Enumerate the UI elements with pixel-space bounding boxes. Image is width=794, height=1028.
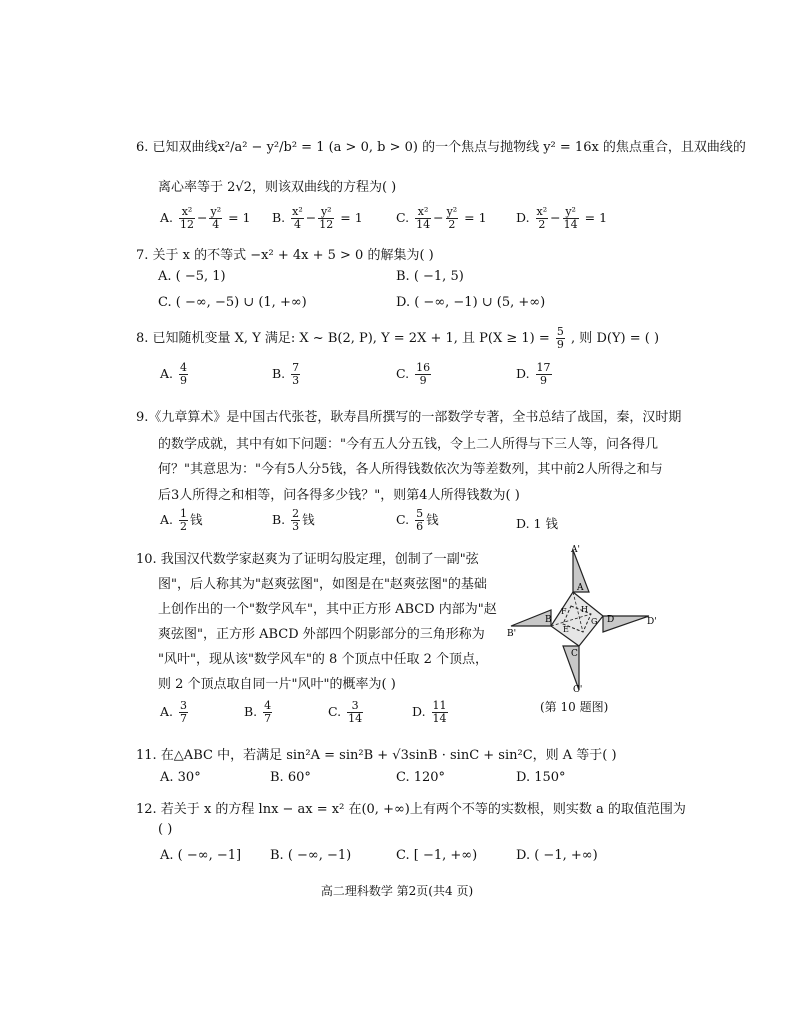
q9-line3: 何？"其意思为："今有5人分5钱，各人所得钱数依次为等差数列，其中前2人所得之和与 <box>158 462 663 477</box>
q9-options <box>160 508 660 540</box>
q11-option-c: C. 120° <box>396 770 446 785</box>
q12-line2: ( ) <box>158 822 173 837</box>
q10-line6: 则 2 个顶点取自同一片"风叶"的概率为( ) <box>158 677 396 692</box>
q10-options <box>160 700 480 732</box>
q7-option-a: A. ( −5, 1) <box>158 269 226 284</box>
q11-option-a: A. 30° <box>160 770 201 785</box>
q12-option-d: D. ( −1, +∞) <box>516 848 598 863</box>
q9-option-d: D. 1 钱 <box>516 516 558 531</box>
label-d: D <box>607 615 615 625</box>
q8-option-d: D. $\frac{17}{9}$ <box>516 361 551 387</box>
q9-option-c: C. $\frac{5}{6}$ 钱 <box>396 507 439 533</box>
q6-option-d: D. $\frac{\text{x²}}{2}$ − $\frac{\text{y²}}{14}$ = 1 <box>516 205 608 231</box>
q12-option-b: B. ( −∞, −1) <box>270 848 352 863</box>
q10-line3: 上创作出的一个"数学风车"，其中正方形 ABCD 内部为"赵 <box>158 602 497 617</box>
q8-option-a: A. $\frac{4}{9}$ <box>160 361 187 387</box>
label-c: C <box>571 649 578 659</box>
label-a1: A' <box>571 545 580 555</box>
label-f: F <box>561 607 567 616</box>
figure-caption: (第 10 题图) <box>540 700 609 714</box>
q8-line1: 8. 已知随机变量 X, Y 满足: X ~ B(2, P), Y = 2X + 1, 且 P(X ≥ 1) = $\frac{5}{9}$ , 则 D(Y) = ( ) <box>136 325 660 351</box>
q12-line1: 12. 若关于 x 的方程 lnx − ax = x² 在(0, +∞)上有两个不等的实数根，则实数 a 的取值范围为 <box>136 802 686 817</box>
q8-options <box>160 362 660 394</box>
label-d1: D' <box>647 617 657 627</box>
label-g: G <box>591 617 598 626</box>
q9-option-a: A. $\frac{1}{2}$ 钱 <box>160 507 203 533</box>
q10-line1: 10. 我国汉代数学家赵爽为了证明勾股定理，创制了一副"弦 <box>136 552 479 567</box>
q10-option-a: A. $\frac{3}{7}$ <box>160 699 187 725</box>
q7-option-b: B. ( −1, 5) <box>396 269 464 284</box>
q7-line1: 7. 关于 x 的不等式 −x² + 4x + 5 > 0 的解集为( ) <box>136 248 434 263</box>
q10-option-c: C. $\frac{3}{14}$ <box>328 699 363 725</box>
label-a: A <box>577 583 584 593</box>
label-e: E <box>563 625 569 634</box>
q10-option-d: D. $\frac{11}{14}$ <box>412 699 447 725</box>
q6-option-c: C. $\frac{\text{x²}}{14}$ − $\frac{\text{y²}}{2}$ = 1 <box>396 205 487 231</box>
q6-options <box>160 206 660 238</box>
q7-option-d: D. ( −∞, −1) ∪ (5, +∞) <box>396 295 546 310</box>
label-h: H <box>581 605 588 614</box>
q11-line1: 11. 在△ABC 中，若满足 sin²A = sin²B + √3sinB · sinC + sin²C，则 A 等于( ) <box>136 748 617 763</box>
q10-line5: "风叶"，现从该"数学风车"的 8 个顶点中任取 2 个顶点， <box>158 652 488 667</box>
q6-line1: 6. 已知双曲线x²/a² − y²/b² = 1 (a > 0, b > 0) 的一个焦点与抛物线 y² = 16x 的焦点重合，且双曲线的 <box>136 140 746 155</box>
q6-option-b: B. $\frac{\text{x²}}{4}$ − $\frac{\text{y²}}{12}$ = 1 <box>272 205 363 231</box>
q9-option-b: B. $\frac{2}{3}$ 钱 <box>272 507 315 533</box>
q9-line4: 后3人所得之和相等，问各得多少钱？"，则第4人所得钱数为( ) <box>158 488 520 503</box>
q6-line2: 离心率等于 2√2，则该双曲线的方程为( ) <box>158 180 397 195</box>
label-c1: C' <box>573 685 583 695</box>
q8-option-b: B. $\frac{7}{3}$ <box>272 361 300 387</box>
page-footer: 高二理科数学 第2页(共4 页) <box>320 884 474 898</box>
label-b1: B' <box>507 629 517 639</box>
q10-option-b: B. $\frac{4}{7}$ <box>244 699 272 725</box>
q11-option-d: D. 150° <box>516 770 566 785</box>
q12-option-c: C. [ −1, +∞) <box>396 848 478 863</box>
q9-line1: 9.《九章算术》是中国古代张苍，耿寿昌所撰写的一部数学专著，全书总结了战国，秦，汉时期 <box>136 410 682 425</box>
q7-option-c: C. ( −∞, −5) ∪ (1, +∞) <box>158 295 307 310</box>
q8-option-c: C. $\frac{16}{9}$ <box>396 361 431 387</box>
q6-option-a: A. $\frac{\text{x²}}{12}$ − $\frac{\text{y²}}{4}$ = 1 <box>160 205 251 231</box>
q9-line2: 的数学成就，其中有如下问题："今有五人分五钱，令上二人所得与下三人等，问各得几 <box>158 437 658 452</box>
pinwheel-figure <box>505 540 665 700</box>
q10-line4: 爽弦图"，正方形 ABCD 外部四个阴影部分的三角形称为 <box>158 627 485 642</box>
q11-option-b: B. 60° <box>270 770 311 785</box>
q10-line2: 图"，后人称其为"赵爽弦图"，如图是在"赵爽弦图"的基础 <box>158 577 487 592</box>
label-b: B <box>545 615 552 625</box>
q12-option-a: A. ( −∞, −1] <box>160 848 242 863</box>
